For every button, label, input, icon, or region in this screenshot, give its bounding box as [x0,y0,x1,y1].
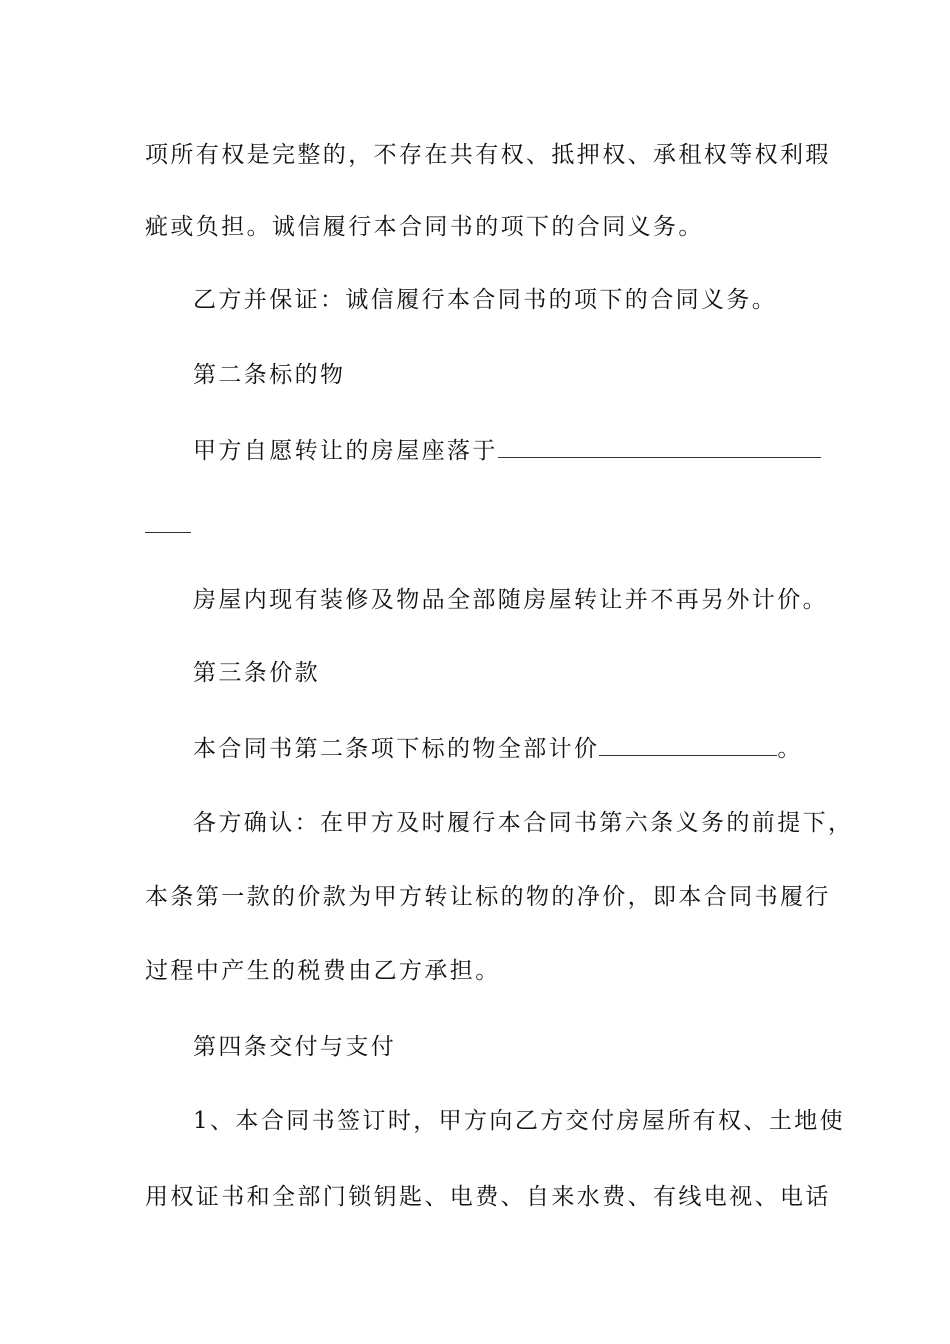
paragraph-line: 疵或负担。诚信履行本合同书的项下的合同义务。 [145,214,704,240]
section-heading: 第二条标的物 [193,362,346,388]
paragraph-line: 房屋内现有装修及物品全部随房屋转让并不再另外计价。 [193,587,828,613]
blank-continuation-line [145,510,825,541]
price-label: 本合同书第二条项下标的物全部计价 [193,736,600,762]
paragraph-line: 1、本合同书签订时，甲方向乙方交付房屋所有权、土地使 [193,1108,846,1134]
section-heading: 第四条交付与支付 [193,1034,397,1060]
section-heading: 第三条价款 [193,660,320,686]
location-label: 甲方自愿转让的房屋座落于 [193,438,498,464]
paragraph-line [193,733,873,764]
paragraph-line: 用权证书和全部门锁钥匙、电费、自来水费、有线电视、电话 [145,1184,831,1210]
paragraph-line: 各方确认：在甲方及时履行本合同书第六条义务的前提下， [193,810,854,836]
location-blank-line [498,435,821,458]
price-line-end: 。 [777,736,803,762]
location-blank-continuation [145,510,191,533]
paragraph-line: 乙方并保证：诚信履行本合同书的项下的合同义务。 [193,287,778,313]
paragraph-line: 项所有权是完整的，不存在共有权、抵押权、承租权等权利瑕 [145,142,831,168]
paragraph-line: 本条第一款的价款为甲方转让标的物的净价，即本合同书履行 [145,884,831,910]
paragraph-line: 过程中产生的税费由乙方承担。 [145,958,501,984]
price-blank-line [599,733,777,756]
paragraph-line [193,435,873,466]
